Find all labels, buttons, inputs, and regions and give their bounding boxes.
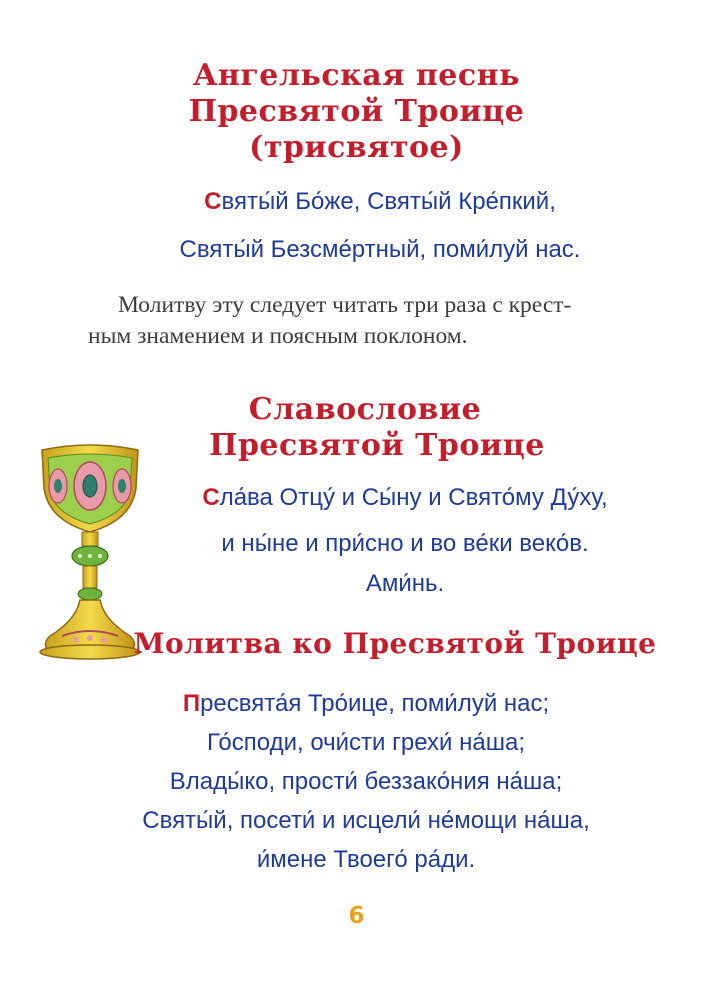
section-title-doxology [60,392,670,464]
prayer-line-text: ла́ва Отцу́ и Сы́ну и Свято́му Ду́ху, [219,484,608,511]
section-title-line: Пресвятой Троице [188,94,525,129]
prayer-line [100,182,660,222]
prayer-line: Святы́й Безсме́ртный, поми́луй нас. [179,236,581,263]
prayer-line: Святы́й, посети́ и исцели́ не́мощи на́ша, [142,807,590,834]
section-title-line: Пресвятой Троице [209,428,545,463]
prayer-line: Влады́ко, прости́ беззако́ния на́ша; [169,768,563,795]
prayer-to-trinity [86,684,646,879]
section-title-line: (трисвятое) [249,130,464,165]
doxology-prayer [160,478,650,604]
prayer-line [160,478,650,518]
section-title-line: Ангельская песнь [193,58,520,93]
drop-initial: С [204,188,222,215]
instruction-line: ным знамением и поясным поклоном. [88,323,468,349]
prayer-line: Ами́нь. [365,570,445,597]
drop-initial: П [182,690,201,717]
prayer-line-text: вяты́й Бо́же, Святы́й Кре́пкий, [221,188,556,215]
section-title-trisagion [0,58,713,166]
prayer-line: и́мене Твоего́ ра́ди. [256,846,476,873]
page-number: 6 [348,903,365,929]
trisagion-prayer [100,182,660,270]
prayer-line [86,684,646,723]
prayer-line: Го́споди, очи́сти грехи́ на́ша; [207,729,525,756]
prayer-line: и ны́не и при́сно и во ве́ки веко́в. [221,530,589,557]
section-title-line: Славословие [248,392,482,427]
instruction-line: Молитву эту следует читать три раза с крест- [118,292,572,318]
instruction-paragraph [88,290,660,352]
prayer-line-text: ресвята́я Тро́ице, поми́луй нас; [200,690,550,717]
section-title-prayer-to-trinity [100,626,690,662]
drop-initial: С [202,484,220,511]
section-title-line: Молитва ко Пресвятой Троице [133,627,657,660]
